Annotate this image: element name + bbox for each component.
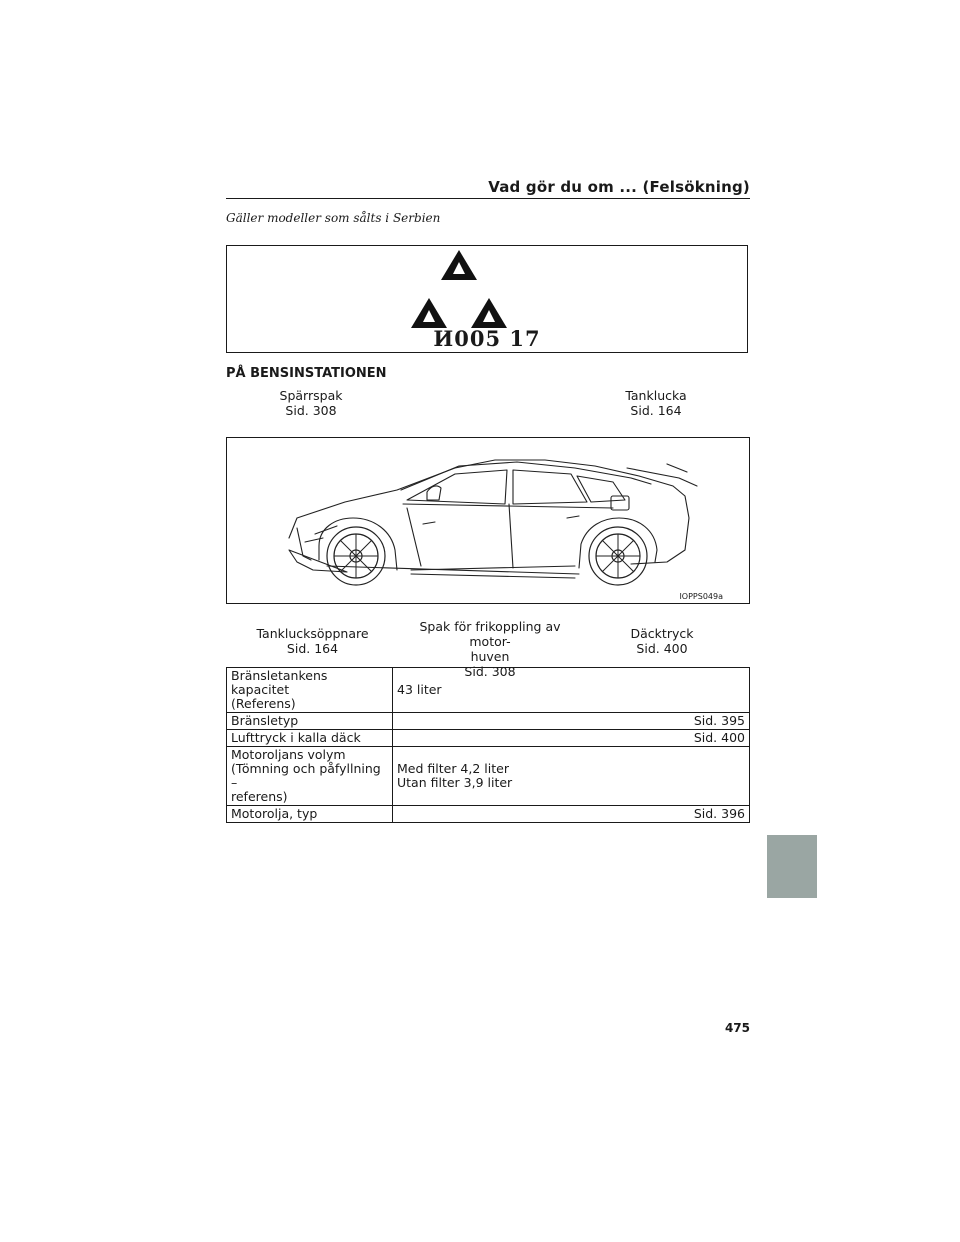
callout-name-line2: huven <box>470 649 510 664</box>
mark-code: И005 17 <box>433 326 541 351</box>
value-line: 43 liter <box>397 682 442 697</box>
row-label <box>227 713 393 730</box>
callout-page: Sid. 308 <box>285 403 337 418</box>
figure-code: IOPPS049a <box>679 592 723 601</box>
callout-name: Tanklucksöppnare <box>256 626 369 641</box>
label-line: Motorolja, typ <box>231 806 318 821</box>
label-line: (Tömning och påfyllning – <box>231 761 381 790</box>
label-line: Motoroljans volym <box>231 747 346 762</box>
page-number: 475 <box>724 1021 750 1035</box>
section-title: PÅ BENSINSTATIONEN <box>226 366 387 381</box>
chapter-tab-marker <box>767 835 817 898</box>
label-line: referens) <box>231 789 288 804</box>
callout-name: Spärrspak <box>279 388 343 403</box>
callout-sparrspak <box>270 388 352 418</box>
row-label <box>227 730 393 747</box>
value-line: Utan filter 3,9 liter <box>397 775 513 790</box>
scope-note: Gäller modeller som sålts i Serbien <box>226 211 441 225</box>
row-page-ref <box>393 806 750 823</box>
callout-tanklucka <box>606 388 706 418</box>
table-row <box>227 730 750 747</box>
row-value <box>393 668 750 713</box>
callout-page: Sid. 308 <box>464 664 516 679</box>
row-page-ref <box>393 730 750 747</box>
value-line: Med filter 4,2 liter <box>397 761 509 776</box>
callout-name-line1: Spak för frikoppling av motor- <box>419 619 561 649</box>
page-ref: Sid. 395 <box>693 713 745 728</box>
row-page-ref <box>393 713 750 730</box>
row-label <box>227 747 393 806</box>
page-ref: Sid. 396 <box>693 806 745 821</box>
row-label <box>227 668 393 713</box>
table-row <box>227 747 750 806</box>
callout-page: Sid. 400 <box>636 641 688 656</box>
row-value <box>393 747 750 806</box>
table-row <box>227 668 750 713</box>
callout-tanklucksoppnare <box>255 626 370 656</box>
car-side-view-icon <box>227 438 749 603</box>
header-rule <box>226 198 750 199</box>
certification-mark-box <box>226 245 748 353</box>
table-row <box>227 713 750 730</box>
running-header: Vad gör du om ... (Felsökning) <box>488 178 750 196</box>
table-row <box>227 806 750 823</box>
label-line: (Referens) <box>231 696 296 711</box>
callout-page: Sid. 164 <box>630 403 682 418</box>
label-line: Bränsletankens kapacitet <box>231 668 328 697</box>
label-line: Lufttryck i kalla däck <box>231 730 361 745</box>
callout-page: Sid. 164 <box>286 641 339 656</box>
vehicle-illustration <box>226 437 750 604</box>
triangle-mark-icon <box>407 248 527 330</box>
page-ref: Sid. 400 <box>693 730 745 745</box>
callout-dacktryck <box>620 626 704 656</box>
callout-name: Däcktryck <box>630 626 694 641</box>
specification-table <box>226 667 750 823</box>
callout-name: Tanklucka <box>625 388 687 403</box>
row-label <box>227 806 393 823</box>
label-line: Bränsletyp <box>231 713 299 728</box>
